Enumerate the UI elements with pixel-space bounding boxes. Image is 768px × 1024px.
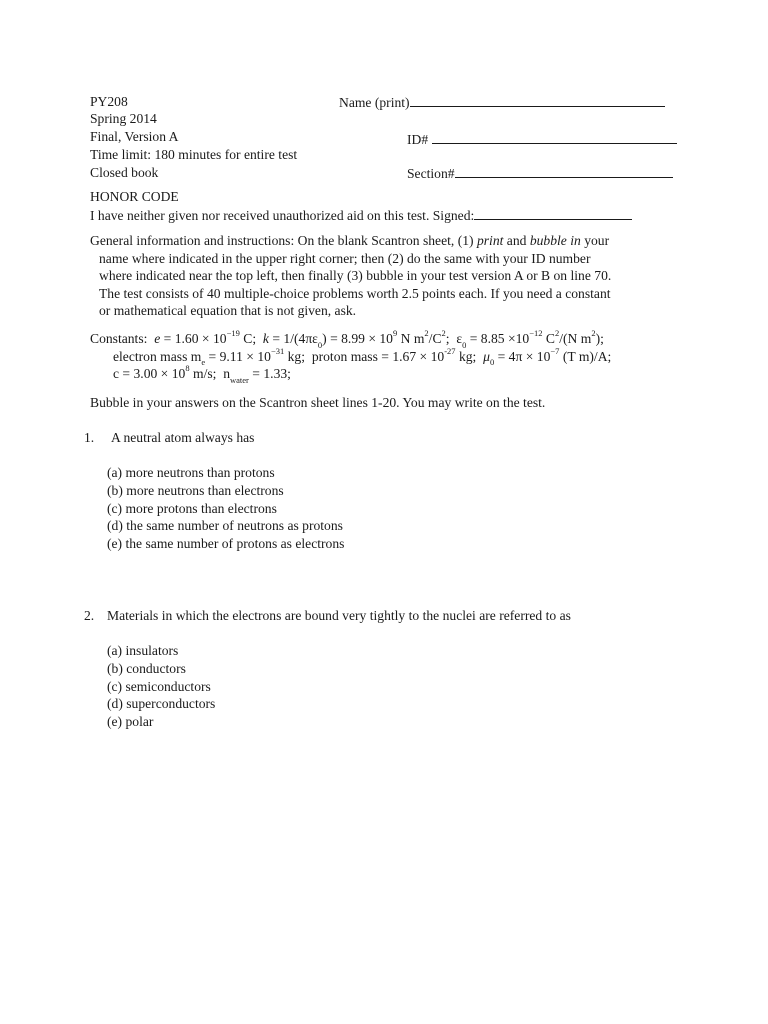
honor-code-statement[interactable] [90,206,632,225]
constants-line-2: electron mass $m_e = 9.11 \times 10^{-31}$ kg; proton mass = $1.67 \times 10^{-27}$ kg; $\mu_0 = 4\pi \times 10^{-7}$ (T m)/A; [113,345,612,368]
constants-line-3: $c = 3.00 \times 10^8$ m/s; $n_{water} = 1.33$; [113,363,291,385]
id-field[interactable] [407,130,677,149]
semester: Spring 2014 [90,111,157,126]
exam-version: Final, Version A [90,129,179,144]
constants-block [90,330,690,383]
name-blank-line[interactable] [410,93,665,107]
time-limit: Time limit: 180 minutes for entire test [90,147,298,162]
instructions-paragraph [90,232,690,320]
choice-b: (b) conductors [107,660,186,676]
answer-choices [107,464,344,553]
choice-c: (c) more protons than electrons [107,500,277,516]
instructions-line-5: or mathematical equation that is not given, ask. [99,303,357,318]
closed-book: Closed book [90,165,159,180]
choice-d: (d) the same number of neutrons as protons [107,518,343,534]
question-number: 2. [84,608,95,623]
question-number: 1. [84,430,95,445]
choice-d: (d) superconductors [107,696,216,712]
instructions-line-2: name where indicated in the upper right corner; then (2) do the same with your ID number [99,250,591,266]
section-label: Section# [407,166,455,181]
name-field[interactable] [339,93,665,112]
answer-choices [107,642,215,731]
instructions-line-4: The test consists of 40 multiple-choice problems worth 2.5 points each. If you need a constant [99,285,611,301]
choice-c: (c) semiconductors [107,678,211,694]
choice-a: (a) more neutrons than protons [107,465,275,480]
honor-code-title: HONOR CODE [90,189,179,204]
choice-e: (e) polar [107,714,154,730]
question-text: Materials in which the electrons are bound very tightly to the nuclei are referred to as [107,608,571,623]
section-field[interactable] [407,164,673,183]
instructions-line-3: where indicated near the top left, then finally (3) bubble in your test version A or B on line 70. [99,268,612,283]
constants-line-1: Constants: $e = 1.60 \times 10^{-19}$ C; $k = 1/(4\pi\varepsilon_0) = 8.99 \times 10^9$ N $m^2/C^2$; $\varepsilon_0 = 8.85 \times 10^{-12}$ $C^2/(N$ $m^2$); [90,328,604,350]
choice-a: (a) insulators [107,643,179,658]
bubble-instructions: Bubble in your answers on the Scantron sheet lines 1-20. You may write on the test. [90,395,546,410]
choice-e: (e) the same number of protons as electrons [107,536,345,552]
signature-blank-line[interactable] [474,206,632,220]
instructions-line-1: General information and instructions: On the blank Scantron sheet, (1) print and bubble in your [90,233,610,248]
course-code: PY208 [90,94,128,109]
choice-b: (b) more neutrons than electrons [107,482,284,498]
section-blank-line[interactable] [455,164,673,178]
id-blank-line[interactable] [432,130,677,144]
question-text: A neutral atom always has [111,430,255,445]
id-label: ID# [407,132,429,147]
name-label: Name (print) [339,95,410,110]
honor-statement-text: I have neither given nor received unauthorized aid on this test. Signed: [90,208,475,223]
